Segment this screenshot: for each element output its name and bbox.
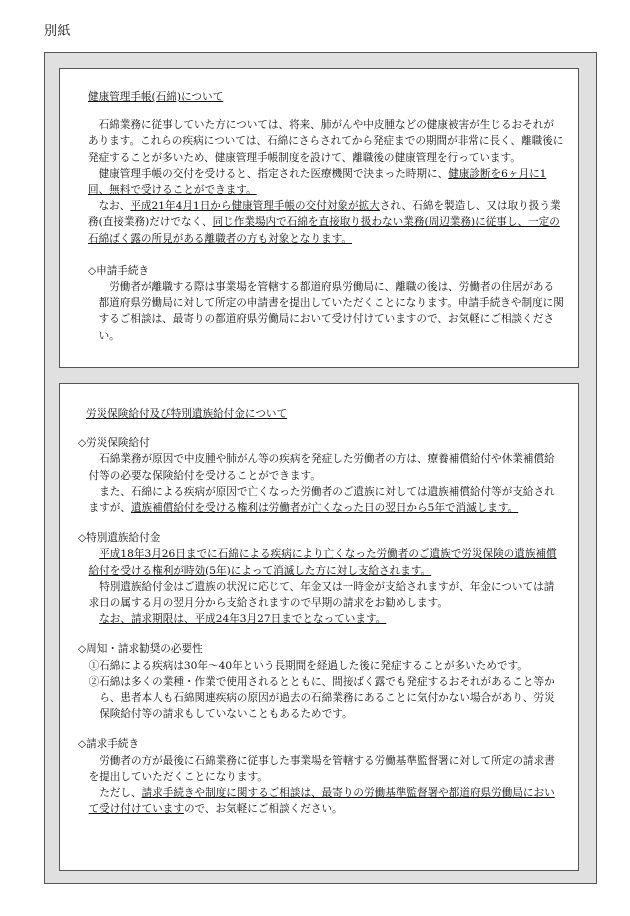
p3-text-b: され、石綿を製造し、又は取り扱う業務(直接業務)だけでなく、: [88, 200, 561, 229]
health-notebook-paragraph-3: [88, 198, 564, 247]
awareness-item-2: ②石綿は多くの業種・作業で使用されるとともに、間接ばく露でも発症するおそれがあること等から、患者本人も石綿関連疾病の原因が過去の石綿業務にあることに気付かない場合があり、労災保険給付等の請求もしていないこともあるためです。: [88, 675, 555, 721]
s4-p2-text-b: ので、お気軽にご相談ください。: [183, 803, 343, 816]
s2-p1-underlined-text: 平成18年3月26日までに石綿による疾病により亡くなった労働者のご遺族で労災保険の遺族補償給付を受ける権利が時効(5年)によって消滅した方に対し支給されます。: [88, 548, 557, 577]
claim-procedure-paragraph-1: 労働者の方が最後に石綿業務に従事した事業場を管轄する労働基準監督署に対して所定の請求書を提出していただくことになります。: [88, 754, 555, 783]
special-survivor-benefit-heading: ◇特別遺族給付金: [78, 532, 161, 545]
health-notebook-panel: [59, 68, 579, 368]
document-frame: [44, 52, 597, 884]
special-survivor-benefit-paragraph-1: [78, 546, 564, 578]
s4-p2-underlined-text: 請求手続きや制度に関するご相談は、最寄りの労働基準監督署や都道府県労働局において受け付けています: [88, 787, 555, 816]
application-procedure-body: 労働者が離職する際は事業場を管轄する都道府県労働局に、離職の後は、労働者の住居がある都道府県労働局に対して所定の申請書を提出していただくことになります。申請手続きや制度に関するご相談は、最寄りの都道府県労働局において受け付けていますので、お気軽にご相談ください。: [98, 281, 564, 342]
workers-comp-benefits-heading: ◇労災保険給付: [78, 437, 150, 450]
s2-p3-underlined-text: なお、請求期限は、平成24年3月27日までとなっています。: [99, 613, 387, 626]
s4-p2-text-a: ただし、: [99, 787, 142, 800]
p2-text: 健康管理手帳の交付を受けると、指定された医療機関で決まった時期に、: [98, 167, 449, 180]
s1-p2-underlined-text: 遺族補償給付を受ける権利は労働者が亡くなった日の翌日から5年で消滅します。: [130, 502, 519, 515]
awareness-necessity-heading: ◇周知・請求勧奨の必要性: [78, 643, 203, 656]
s1-p2-text: また、石綿による疾病が原因で亡くなった労働者のご遺族に対しては遺族補償給付等が支給されますが、: [88, 485, 555, 515]
special-survivor-benefit-paragraph-3: [78, 611, 564, 627]
p3-underlined-text-2: 同じ作業場内で石綿を直接取り扱わない業務(周辺業務)に従事し、一定の石綿ばく露の所見がある離職者の方も対象となります。: [88, 216, 560, 245]
attachment-label: 別紙: [44, 24, 72, 39]
p2-underlined-text: 健康診断を6ヶ月に1回、無料で受けることができます。: [88, 167, 547, 197]
claim-procedure-paragraph-2: [78, 785, 564, 817]
health-notebook-paragraph-1: 石綿業務に従事していた方については、将来、肺がんや中皮腫などの健康被害が生じるおそれがあります。これらの疾病については、石綿にさらされてから発症までの期間が非常に長く、離職後に発症することが多いため、健康管理手帳制度を設けて、離職後の健康管理を行っています。: [88, 119, 564, 164]
p3-text-a: なお、: [98, 200, 131, 213]
workers-comp-panel: [59, 383, 579, 871]
workers-comp-benefits-paragraph-1: 石綿業務が原因で中皮腫や肺がん等の疾病を発症した労働者の方は、療養補償給付や休業補償給付等の必要な保険給付を受けることができます。: [88, 453, 555, 482]
workers-comp-benefits-paragraph-2: [78, 484, 564, 516]
application-procedure-heading: ◇申請手続き: [88, 264, 150, 277]
workers-comp-title: 労災保険給付及び特別遺族給付金について: [86, 408, 288, 420]
awareness-item-1: ①石綿による疾病は30年～40年という長期間を経過した後に発症することが多いためです。: [88, 659, 528, 672]
health-notebook-title: 健康管理手帳(石綿)について: [88, 91, 224, 103]
health-notebook-paragraph-2: [88, 166, 564, 198]
p3-underlined-text-1: 平成21年4月1日から健康管理手帳の交付対象が拡大: [130, 200, 380, 213]
claim-procedure-heading: ◇請求手続き: [78, 738, 140, 751]
special-survivor-benefit-paragraph-2: 特別遺族給付金はご遺族の状況に応じて、年金又は一時金が支給されますが、年金については請求日の属する月の翌月分から支給されますので早期の請求をお勧めします。: [88, 580, 555, 610]
